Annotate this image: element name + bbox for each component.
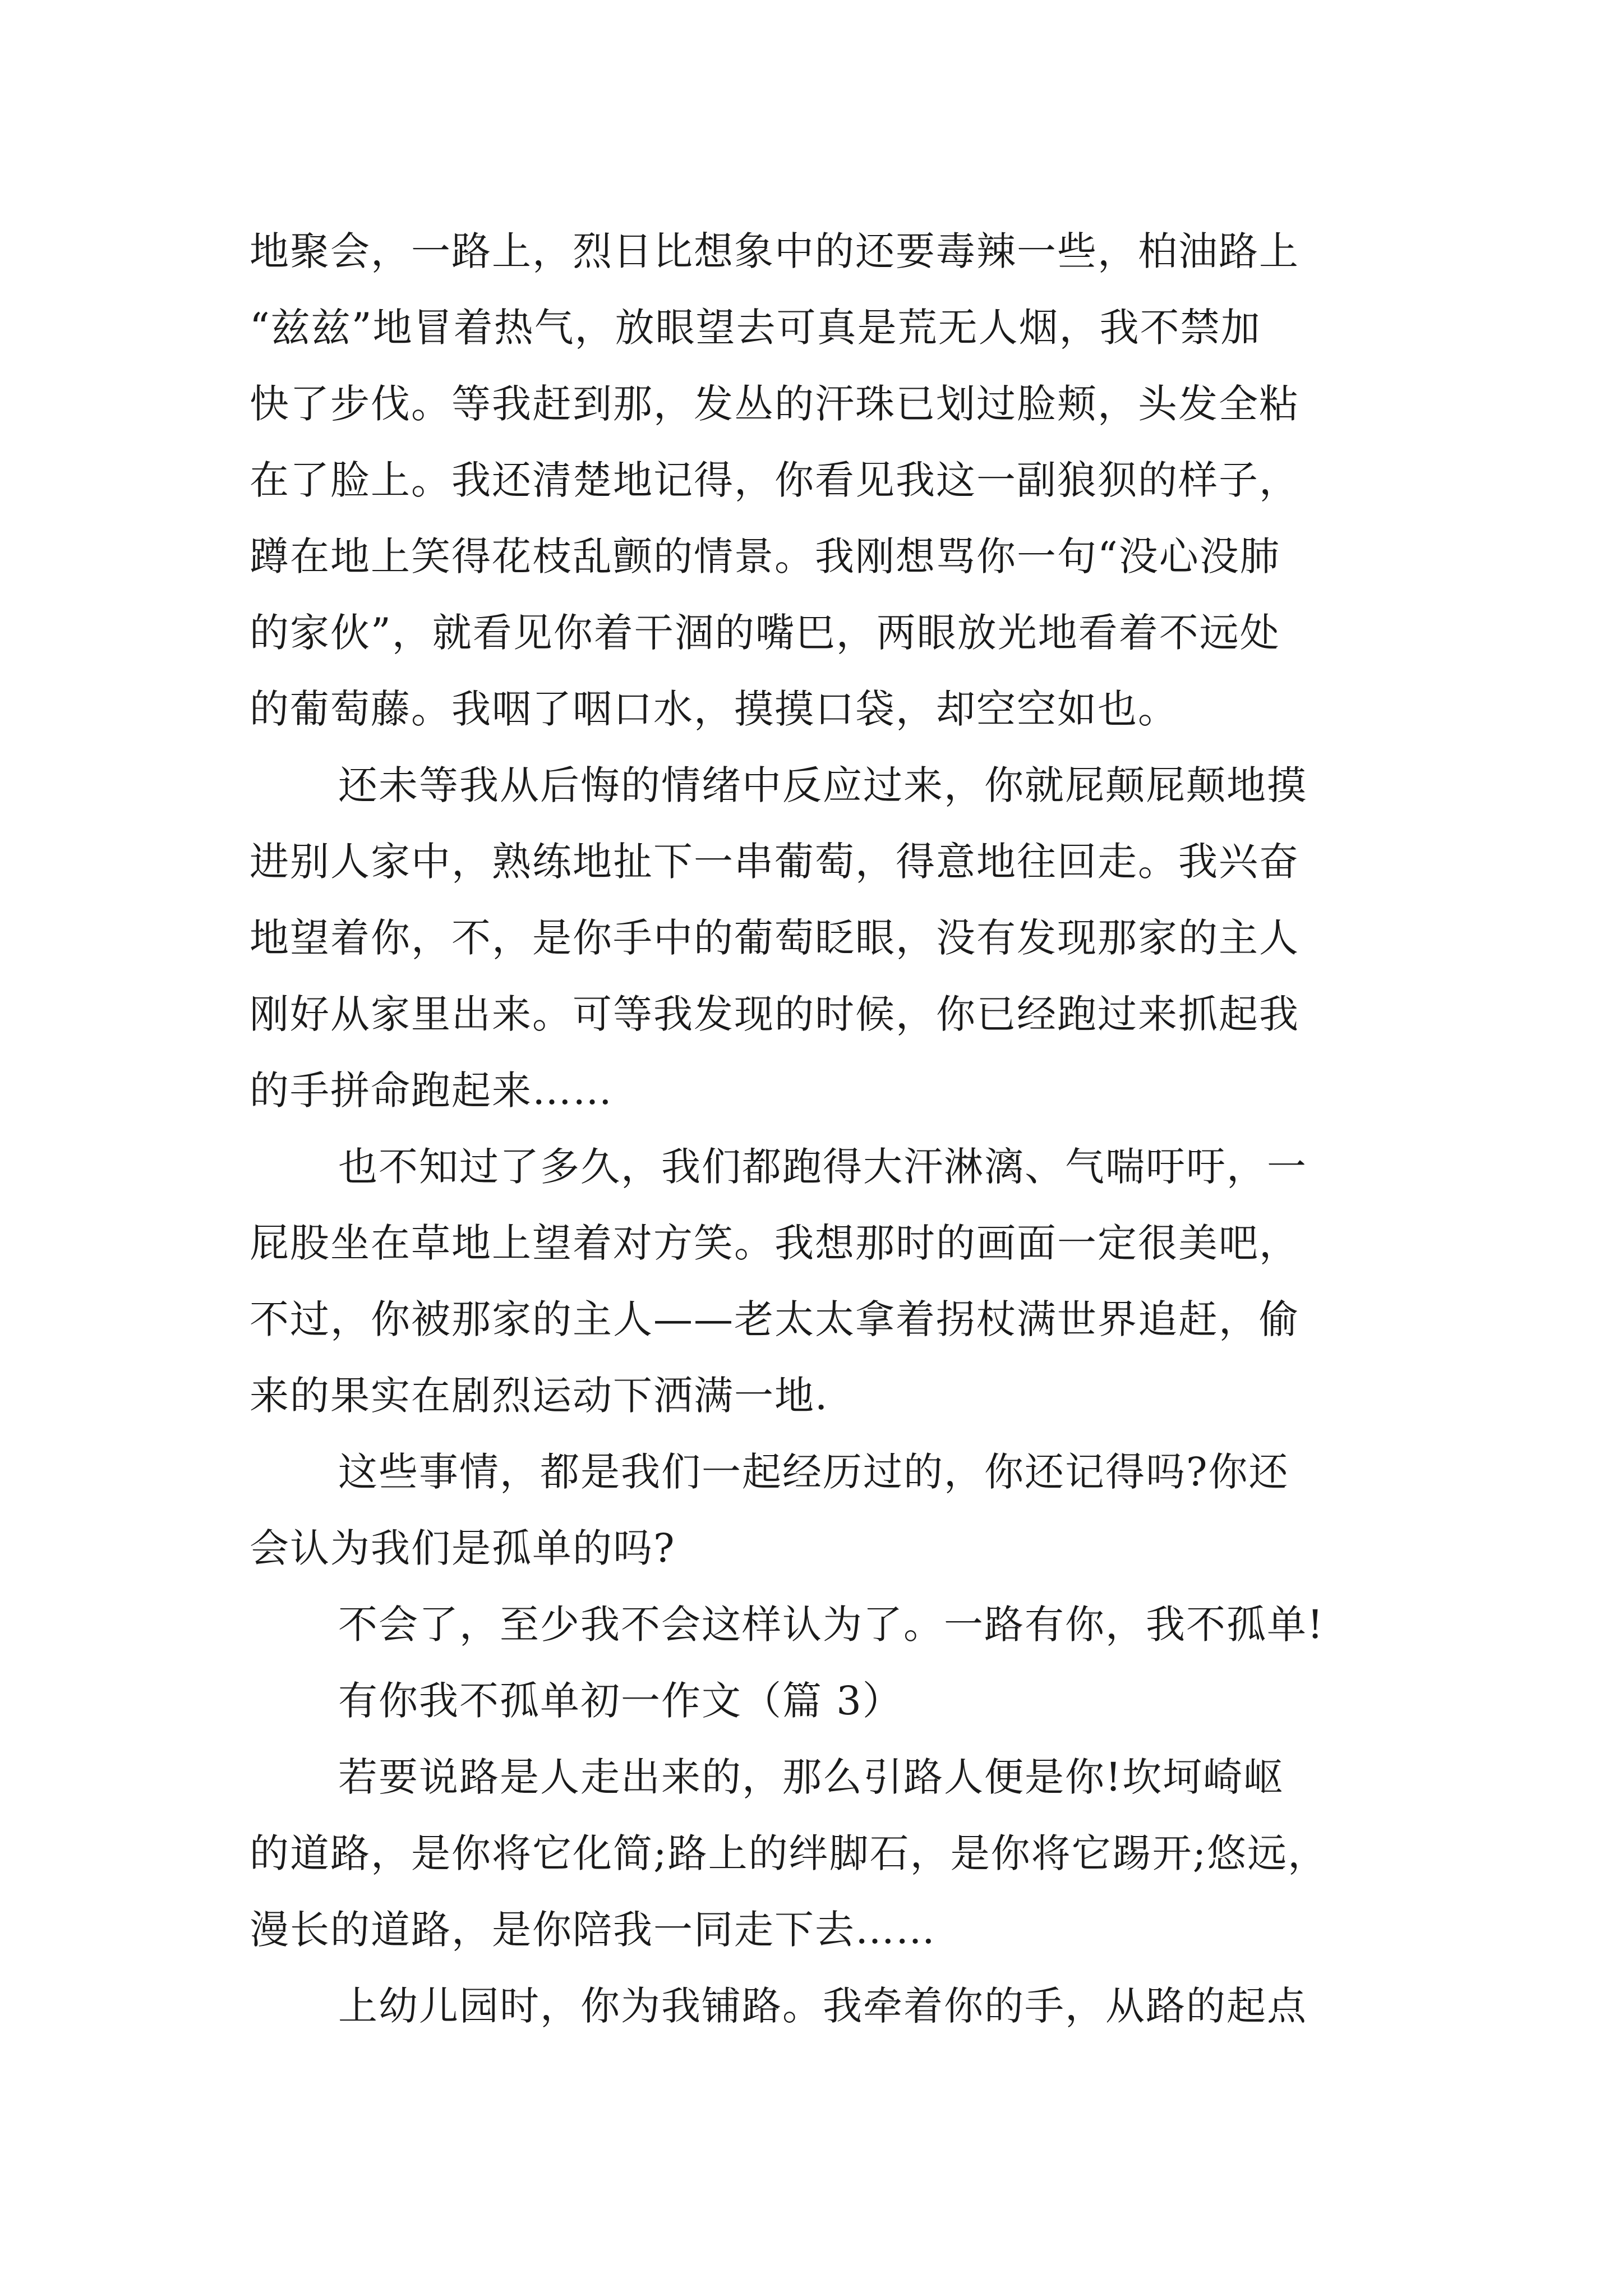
- text-line: 漫长的道路，是你陪我一同走下去……: [250, 1907, 936, 1953]
- text-line: 蹲在地上笑得花枝乱颤的情景。我刚想骂你一句“没心没肺: [250, 533, 1280, 579]
- text-line: 在了脸上。我还清楚地记得，你看见我这一副狼狈的样子，: [250, 457, 1299, 503]
- text-line: 进别人家中，熟练地扯下一串葡萄，得意地往回走。我兴奋: [250, 839, 1299, 885]
- text-line: 快了步伐。等我赶到那，发丛的汗珠已划过脸颊，头发全粘: [250, 381, 1299, 427]
- section-heading: 有你我不孤单初一作文（篇 3）: [338, 1678, 903, 1724]
- text-line: 地望着你，不，是你手中的葡萄眨眼，没有发现那家的主人: [250, 915, 1299, 961]
- paragraph-start-line: 若要说路是人走出来的，那么引路人便是你!坎坷崎岖: [338, 1754, 1284, 1800]
- text-line: 地聚会，一路上，烈日比想象中的还要毒辣一些，柏油路上: [250, 228, 1299, 274]
- text-line: 的手拼命跑起来……: [250, 1068, 613, 1114]
- text-line: 刚好从家里出来。可等我发现的时候，你已经跑过来抓起我: [250, 991, 1299, 1037]
- paragraph-start-line: 不会了，至少我不会这样认为了。一路有你，我不孤单!: [338, 1602, 1325, 1648]
- paragraph-start-line: 还未等我从后悔的情绪中反应过来，你就屁颠屁颠地摸: [338, 762, 1307, 808]
- text-line: 来的果实在剧烈运动下洒满一地.: [250, 1373, 829, 1419]
- text-line: 的道路，是你将它化简;路上的绊脚石，是你将它踢开;悠远，: [250, 1830, 1329, 1876]
- essay-body: [250, 213, 1394, 2044]
- text-line: 的家伙”，就看见你着干涸的嘴巴，两眼放光地看着不远处: [250, 610, 1280, 656]
- text-line: 会认为我们是孤单的吗?: [250, 1525, 676, 1571]
- paragraph-start-line: 上幼儿园时，你为我铺路。我牵着你的手，从路的起点: [338, 1983, 1307, 2029]
- text-line: 屁股坐在草地上望着对方笑。我想那时的画面一定很美吧，: [250, 1220, 1299, 1266]
- text-line: “兹兹”地冒着热气，放眼望去可真是荒无人烟，我不禁加: [250, 305, 1261, 351]
- text-line: 不过，你被那家的主人——老太太拿着拐杖满世界追赶，偷: [250, 1296, 1299, 1342]
- text-line: 的葡萄藤。我咽了咽口水，摸摸口袋，却空空如也。: [250, 686, 1178, 732]
- paragraph-start-line: 也不知过了多久，我们都跑得大汗淋漓、气喘吁吁，一: [338, 1144, 1307, 1190]
- paragraph-start-line: 这些事情，都是我们一起经历过的，你还记得吗?你还: [338, 1449, 1289, 1495]
